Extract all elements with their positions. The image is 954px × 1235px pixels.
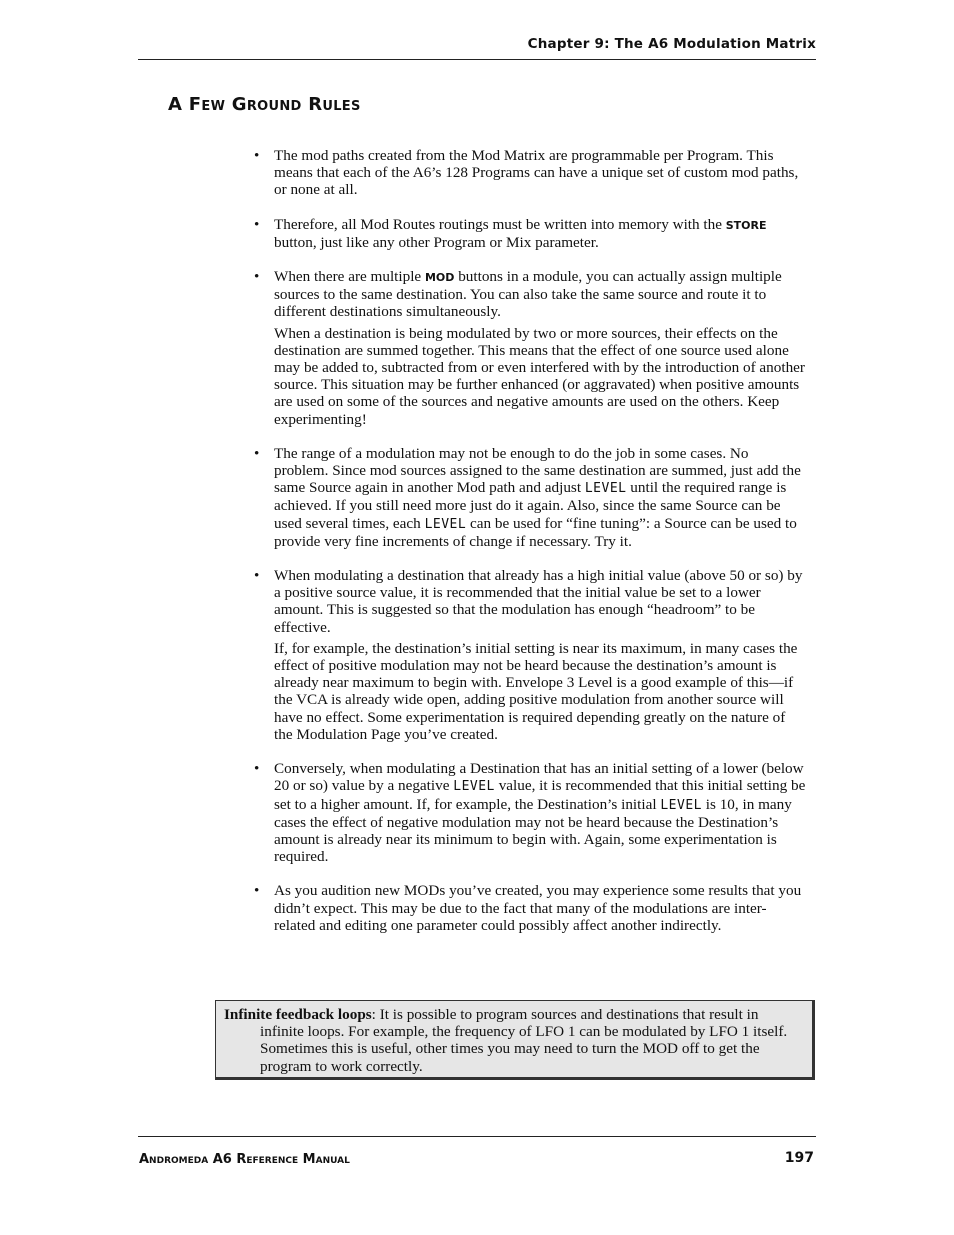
text-run: is 10, in many cases the effect of negative modulation may not be heard because the Destination’s amount is already near its minimum to begin with. Again, some experimentation is required. [274,795,792,866]
paragraph [274,268,806,321]
paragraph: As you audition new MODs you’ve created, you may experience some results that you didn’t expect. This may be due to the fact that many of the modulations are inter-related and editing one parameter could possibly affect another indirectly. [274,882,802,934]
note-text [224,1006,804,1075]
note-body: : It is possible to program sources and destinations that result in infinite loops. For example, the frequency of LFO 1 can be modulated by LFO 1 itself. Sometimes this is useful, other times you may need to turn the MOD off to get the program to work correctly. [260,1006,788,1075]
note-label: Infinite feedback loops [224,1006,372,1023]
list-item [254,147,806,199]
list-item [254,268,806,428]
paragraph [274,445,806,550]
list-item [254,445,806,550]
bullet-icon: • [254,882,260,900]
ground-rules-list [254,147,806,951]
bullet-icon: • [254,444,260,462]
text-run: Therefore, all Mod Routes routings must be written into memory with the [274,215,722,233]
level-parameter: LEVEL [660,797,702,813]
text-run: buttons in a module, you can actually assign multiple sources to the same destination. You can also take the same source and route it to different destinations simultaneously. [274,268,782,321]
paragraph: The mod paths created from the Mod Matrix are programmable per Program. This means that each of the A6’s 128 Programs can have a unique set of custom mod paths, or none at all. [274,147,799,199]
paragraph: When a destination is being modulated by two or more sources, their effects on the destination are summed together. This means that the effect of one source used alone may be added to, subtracted from or even interfered with by the introduction of another source. This situation may be further enhanced (or aggravated) when positive amounts are used on some of the sources and negative amounts are used on the others. Keep experimenting! [274,324,805,428]
bullet-icon: • [254,268,260,286]
bullet-icon: • [254,147,260,164]
level-parameter: LEVEL [584,481,627,497]
text-run: button, just like any other Program or Mix parameter. [274,233,599,251]
store-button-label: STORE [725,218,767,232]
bullet-icon: • [254,567,260,585]
bullet-icon: • [254,760,260,778]
page-number: 197 [784,1150,814,1166]
level-parameter: LEVEL [453,779,495,795]
text-run: can be used for “fine tuning”: a Source can be used to provide very fine increments of change if necessary. Try it. [274,514,797,550]
text-run: until the required range is achieved. If you still need more just do it again. Also, since the same Source can be used several times, each [274,479,787,532]
level-parameter: LEVEL [424,516,467,532]
list-item [254,216,806,251]
text-run: Conversely, when modulating a Destination that has an initial setting of a lower (below 20 or so) value by a negative [274,760,804,795]
footer-title: Andromeda A6 Reference Manual [139,1152,350,1167]
paragraph [274,216,806,251]
list-item [254,882,806,934]
header-rule [138,59,816,60]
footer-rule [138,1136,816,1137]
text-run: value, it is recommended that this initial setting be set to a higher amount. If, for example, the Destination’s initial [274,777,806,813]
list-item [254,760,806,865]
bullet-icon: • [254,215,260,233]
mod-button-label: MOD [424,271,455,285]
note-box [215,1000,815,1080]
section-title: A Few Ground Rules [168,94,361,115]
running-header: Chapter 9: The A6 Modulation Matrix [527,36,816,52]
paragraph: If, for example, the destination’s initial setting is near its maximum, in many cases the effect of positive modulation may not be heard because the destination’s amount is already near maximum to begin with. Envelope 3 Level is a good example of this—if the VCA is already wide open, adding positive modulation from another source will have no effect. Some experimentation is required depending greatly on the nature of the Modulation Page you’ve created. [274,639,798,743]
text-run: The range of a modulation may not be enough to do the job in some cases. No problem. Since mod sources assigned to the same destination are summed, just add the same Source again in another Mod path and adjust [274,444,801,497]
list-item [254,567,806,743]
text-run: When there are multiple [274,268,422,286]
paragraph [274,760,806,865]
paragraph: When modulating a destination that already has a high initial value (above 50 or so) by a positive source value, it is recommended that the initial value be set to a lower amount. This is suggested so that the modulation has enough “headroom” to be effective. [274,567,803,636]
